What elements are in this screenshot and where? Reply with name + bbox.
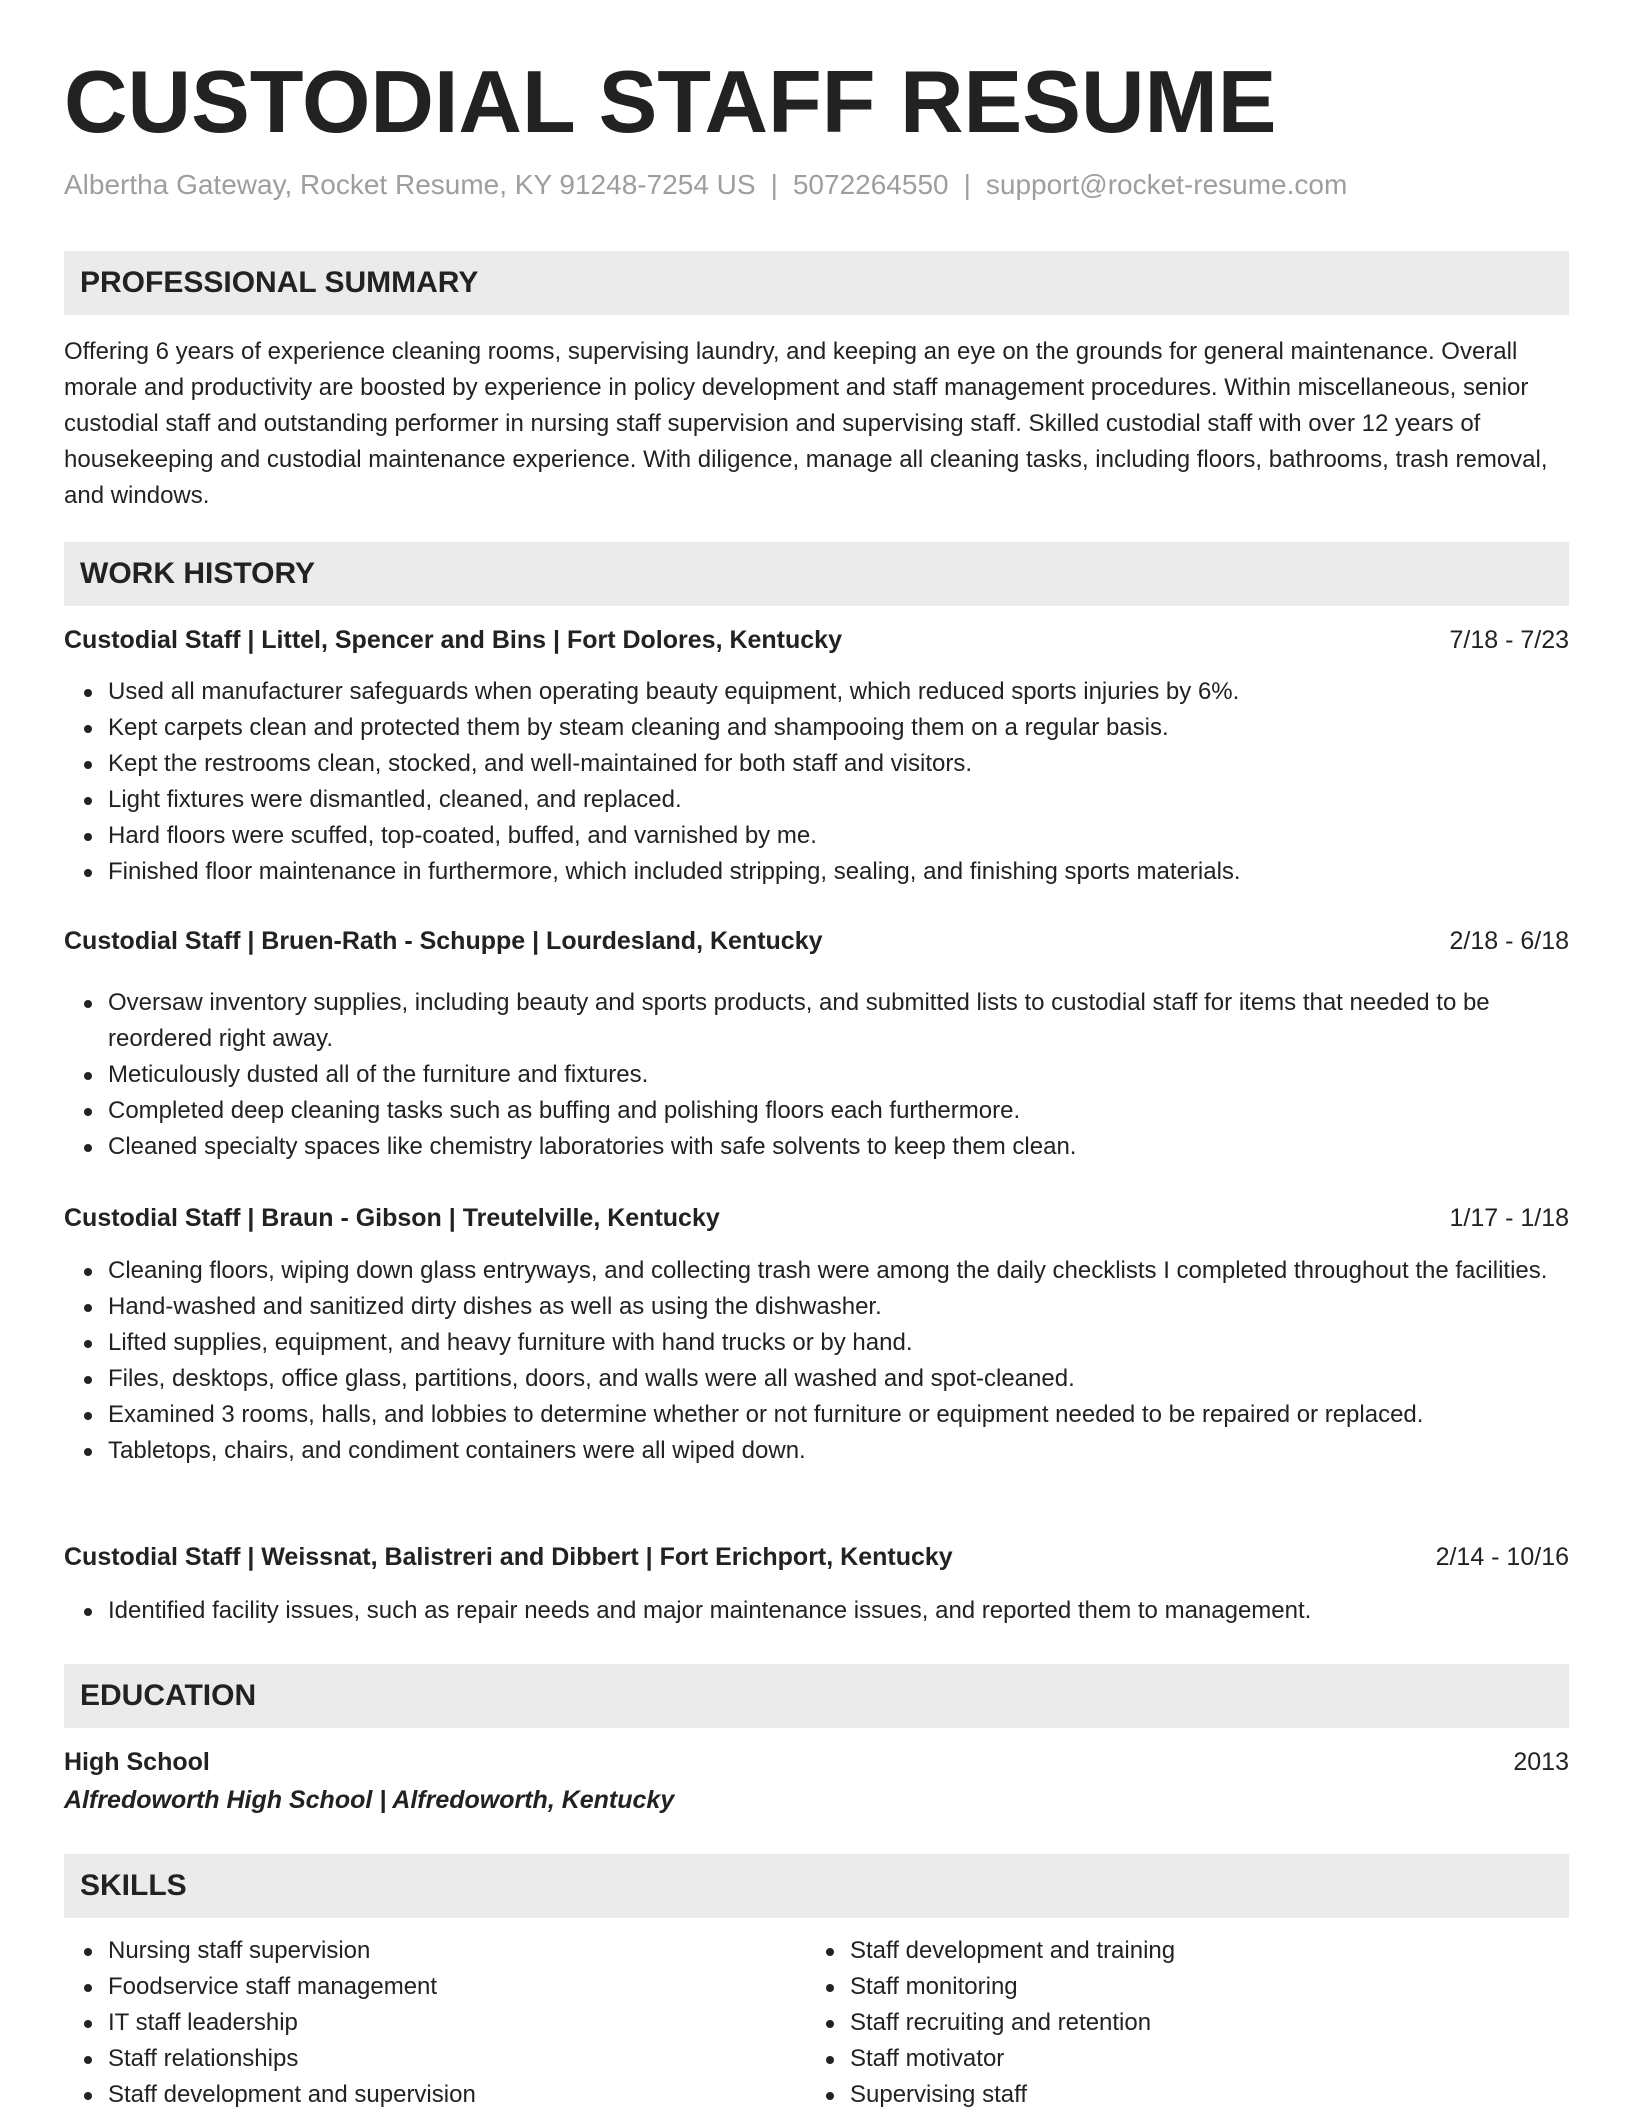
job-bullet: Completed deep cleaning tasks such as buffing and polishing floors each furthermore. [108,1093,1569,1129]
job-title: Custodial Staff | Littel, Spencer and Bins | Fort Dolores, Kentucky [64,626,842,654]
job-title: Custodial Staff | Bruen-Rath - Schuppe | Lourdesland, Kentucky [64,927,823,955]
summary-section-header [64,251,1569,315]
summary-text: Offering 6 years of experience cleaning rooms, supervising laundry, and keeping an eye on the grounds for general maintenance. Overall morale and productivity are boosted by experience in policy development and staff management procedures. Within miscellaneous, senior custodial staff and outstanding performer in nursing staff supervision and supervising staff. Skilled custodial staff with over 12 years of housekeeping and custodial maintenance experience. With diligence, manage all cleaning tasks, including floors, bathrooms, trash removal, and windows. [64,338,1548,509]
job-bullet: Finished floor maintenance in furthermore, which included stripping, sealing, and finishing sports materials. [108,854,1569,890]
contact-address: Albertha Gateway, Rocket Resume, KY 91248-7254 US [64,169,756,200]
resume-title: CUSTODIAL STAFF RESUME [64,52,1277,151]
job-bullet: Kept carpets clean and protected them by steam cleaning and shampooing them on a regular basis. [108,710,1569,746]
work-history-section-header [64,542,1569,606]
job-dates: 1/17 - 1/18 [1449,1204,1569,1232]
education-heading: EDUCATION [80,1679,257,1712]
job-header [64,1539,1569,1575]
job-bullet: Light fixtures were dismantled, cleaned, and replaced. [108,782,1569,818]
job-bullet: Meticulously dusted all of the furniture and fixtures. [108,1057,1569,1093]
job-bullet: Identified facility issues, such as repair needs and major maintenance issues, and reported them to management. [108,1593,1569,1629]
job-bullet: Kept the restrooms clean, stocked, and well-maintained for both staff and visitors. [108,746,1569,782]
job-bullet-list [64,1253,1569,1469]
contact-separator: | [963,169,971,200]
contact-phone: 5072264550 [792,169,949,200]
work-history-heading: WORK HISTORY [80,557,316,590]
job-dates: 7/18 - 7/23 [1449,626,1569,654]
job-bullet: Tabletops, chairs, and condiment containers were all wiped down. [108,1433,1569,1469]
job-bullet: Files, desktops, office glass, partitions, doors, and walls were all washed and spot-cleaned. [108,1361,1569,1397]
job-bullet-list [64,1593,1569,1629]
education-header [64,1744,1569,1780]
education-school: Alfredoworth High School | Alfredoworth, Kentucky [64,1786,675,1814]
education-section-header [64,1664,1569,1728]
contact-email: support@rocket-resume.com [985,169,1348,200]
job-bullet: Hand-washed and sanitized dirty dishes as well as using the dishwasher. [108,1289,1569,1325]
skill-item: Staff development and training [850,1933,1632,1969]
job-dates: 2/18 - 6/18 [1449,927,1569,955]
job-title: Custodial Staff | Braun - Gibson | Treutelville, Kentucky [64,1204,720,1232]
job-bullet-list [64,985,1569,1165]
contact-line [64,165,1347,205]
skill-item: Staff development and supervision [108,2077,1569,2113]
job-bullet: Used all manufacturer safeguards when operating beauty equipment, which reduced sports injuries by 6%. [108,674,1569,710]
skill-item: Staff motivator [850,2041,1632,2077]
skills-heading: SKILLS [80,1869,187,1902]
skill-item: Staff recruiting and retention [850,2005,1632,2041]
summary-heading: PROFESSIONAL SUMMARY [80,266,479,299]
skills-section-header [64,1854,1569,1918]
job-bullet: Examined 3 rooms, halls, and lobbies to determine whether or not furniture or equipment needed to be repaired or replaced. [108,1397,1569,1433]
skills-list-right [806,1933,1632,2113]
skill-item: Staff relationships [108,2041,1569,2077]
job-bullet: Cleaned specialty spaces like chemistry laboratories with safe solvents to keep them clean. [108,1129,1569,1165]
job-bullet: Cleaning floors, wiping down glass entryways, and collecting trash were among the daily checklists I completed throughout the facilities. [108,1253,1569,1289]
education-year: 2013 [1513,1748,1569,1776]
skill-item: IT staff leadership [108,2005,1569,2041]
job-bullet: Lifted supplies, equipment, and heavy furniture with hand trucks or by hand. [108,1325,1569,1361]
job-header [64,622,1569,658]
job-bullet: Hard floors were scuffed, top-coated, buffed, and varnished by me. [108,818,1569,854]
job-bullet-list [64,674,1569,890]
job-header [64,923,1569,959]
skill-item: Foodservice staff management [108,1969,1569,2005]
education-degree: High School [64,1748,210,1776]
job-bullet: Oversaw inventory supplies, including beauty and sports products, and submitted lists to custodial staff for items that needed to be reordered right away. [108,985,1569,1057]
skill-item: Nursing staff supervision [108,1933,1569,1969]
job-dates: 2/14 - 10/16 [1435,1543,1569,1571]
contact-separator: | [770,169,778,200]
job-title: Custodial Staff | Weissnat, Balistreri and Dibbert | Fort Erichport, Kentucky [64,1543,953,1571]
skill-item: Supervising staff [850,2077,1632,2113]
skill-item: Staff monitoring [850,1969,1632,2005]
job-header [64,1200,1569,1236]
